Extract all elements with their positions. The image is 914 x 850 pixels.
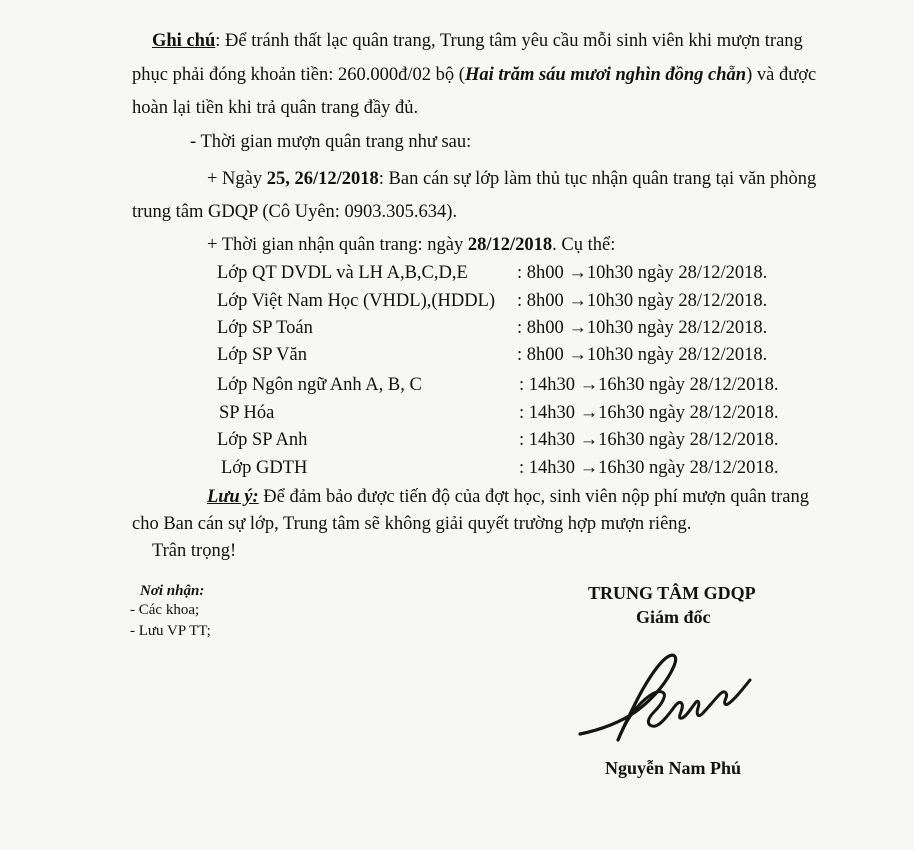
recipients-heading: Nơi nhận:: [140, 583, 205, 599]
borrow-item-2-prefix: + Thời gian nhận quân trang: ngày: [207, 235, 468, 255]
schedule-class: Lớp SP Văn: [217, 345, 307, 365]
schedule-time: : 8h00 →10h30 ngày 28/12/2018.: [517, 263, 768, 283]
note-amount-words: Hai trăm sáu mươi nghìn đồng chẵn: [464, 65, 747, 85]
remark-label: Lưu ý:: [207, 487, 259, 507]
schedule-time: : 8h00 →10h30 ngày 28/12/2018.: [517, 318, 768, 338]
handwritten-signature: [570, 630, 770, 760]
schedule-class: Lớp GDTH: [221, 458, 308, 478]
schedule-class: SP Hóa: [219, 403, 275, 423]
recipient-item-2: - Lưu VP TT;: [130, 623, 211, 639]
note-line-3: hoàn lại tiền khi trả quân trang đầy đủ.: [132, 98, 419, 118]
borrow-heading: - Thời gian mượn quân trang như sau:: [190, 132, 472, 152]
schedule-time: : 14h30 →16h30 ngày 28/12/2018.: [519, 458, 779, 478]
note-text-1: : Để tránh thất lạc quân trang, Trung tâm yêu cầu mỗi sinh viên khi mượn trang: [215, 31, 803, 51]
remark-line-1: [207, 486, 809, 508]
borrow-item-2-suffix: . Cụ thể:: [552, 235, 616, 255]
schedule-class: Lớp Ngôn ngữ Anh A, B, C: [217, 375, 422, 395]
signature-name: Nguyễn Nam Phú: [605, 758, 742, 778]
remark-line-2: cho Ban cán sự lớp, Trung tâm sẽ không giải quyết trường hợp mượn riêng.: [132, 514, 692, 534]
closing-text: Trân trọng!: [152, 541, 237, 561]
borrow-item-2-date: 28/12/2018: [467, 235, 553, 255]
note-text-2c: ) và được: [746, 65, 817, 85]
schedule-class: Lớp QT DVDL và LH A,B,C,D,E: [217, 263, 468, 283]
schedule-time: : 14h30 →16h30 ngày 28/12/2018.: [519, 403, 779, 423]
schedule-time: : 8h00 →10h30 ngày 28/12/2018.: [517, 345, 768, 365]
borrow-item-1-dates: 25, 26/12/2018: [266, 169, 379, 189]
borrow-item-2: [207, 234, 615, 256]
note-label: Ghi chú: [152, 31, 216, 51]
note-line-2: [132, 64, 816, 86]
borrow-item-1-prefix: + Ngày: [207, 169, 267, 189]
schedule-time: : 8h00 →10h30 ngày 28/12/2018.: [517, 291, 768, 311]
schedule-time: : 14h30 →16h30 ngày 28/12/2018.: [519, 375, 779, 395]
borrow-item-1-text: : Ban cán sự lớp làm thủ tục nhận quân trang tại văn phòng: [378, 169, 817, 189]
schedule-class: Lớp Việt Nam Học (VHDL),(HDDL): [217, 291, 496, 311]
note-line-1: [152, 30, 803, 52]
borrow-item-1-cont: trung tâm GDQP (Cô Uyên: 0903.305.634).: [132, 202, 458, 222]
borrow-item-1: [207, 168, 816, 190]
remark-text-1: Để đảm bảo được tiến độ của đợt học, sinh viên nộp phí mượn quân trang: [258, 487, 810, 507]
signature-role: Giám đốc: [636, 607, 711, 627]
schedule-class: Lớp SP Toán: [217, 318, 313, 338]
recipient-item-1: - Các khoa;: [130, 602, 200, 618]
schedule-time: : 14h30 →16h30 ngày 28/12/2018.: [519, 430, 779, 450]
note-text-2a: phục phải đóng khoản tiền: 260.000đ/02 bộ (: [132, 65, 465, 85]
schedule-class: Lớp SP Anh: [217, 430, 308, 450]
signature-org: TRUNG TÂM GDQP: [588, 583, 756, 603]
